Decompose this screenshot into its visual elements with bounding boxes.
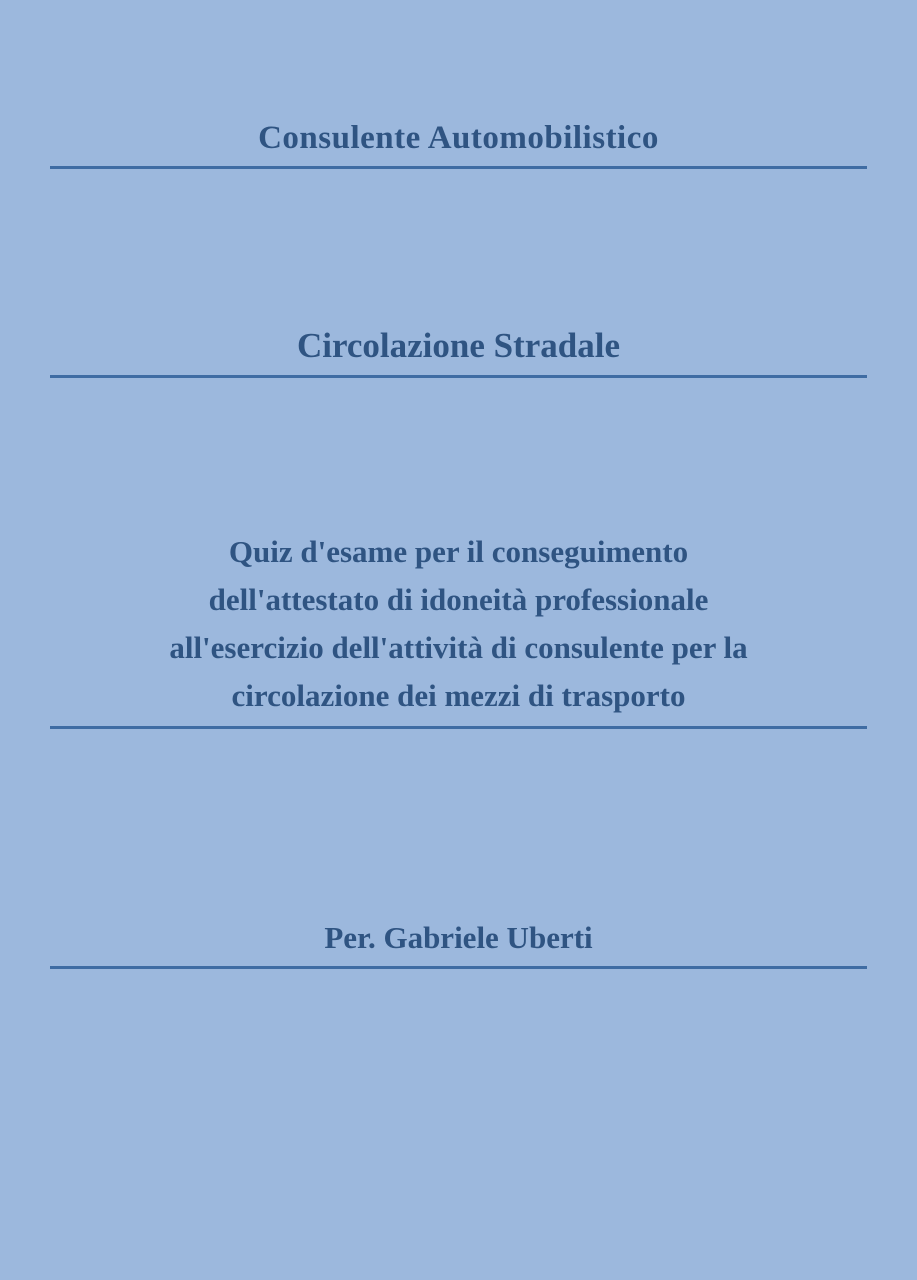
series-title: Consulente Automobilistico (258, 120, 659, 156)
subject-title-rule (50, 375, 867, 378)
description-rule (50, 726, 867, 729)
subject-title-block (50, 323, 867, 378)
description-block (50, 528, 867, 729)
subject-title: Circolazione Stradale (296, 326, 621, 365)
cover-inner-panel (18, 18, 899, 1262)
description-line: circolazione dei mezzi di trasporto (231, 678, 686, 713)
author-rule (50, 966, 867, 969)
author-block (50, 916, 867, 969)
description-line: all'esercizio dell'attività di consulente per la (169, 630, 748, 665)
description-line: dell'attestato di idoneità professionale (208, 582, 709, 617)
description-line: Quiz d'esame per il conseguimento (228, 534, 689, 569)
series-title-rule (50, 166, 867, 169)
author-name: Per. Gabriele Uberti (324, 920, 593, 955)
series-title-block (50, 116, 867, 169)
